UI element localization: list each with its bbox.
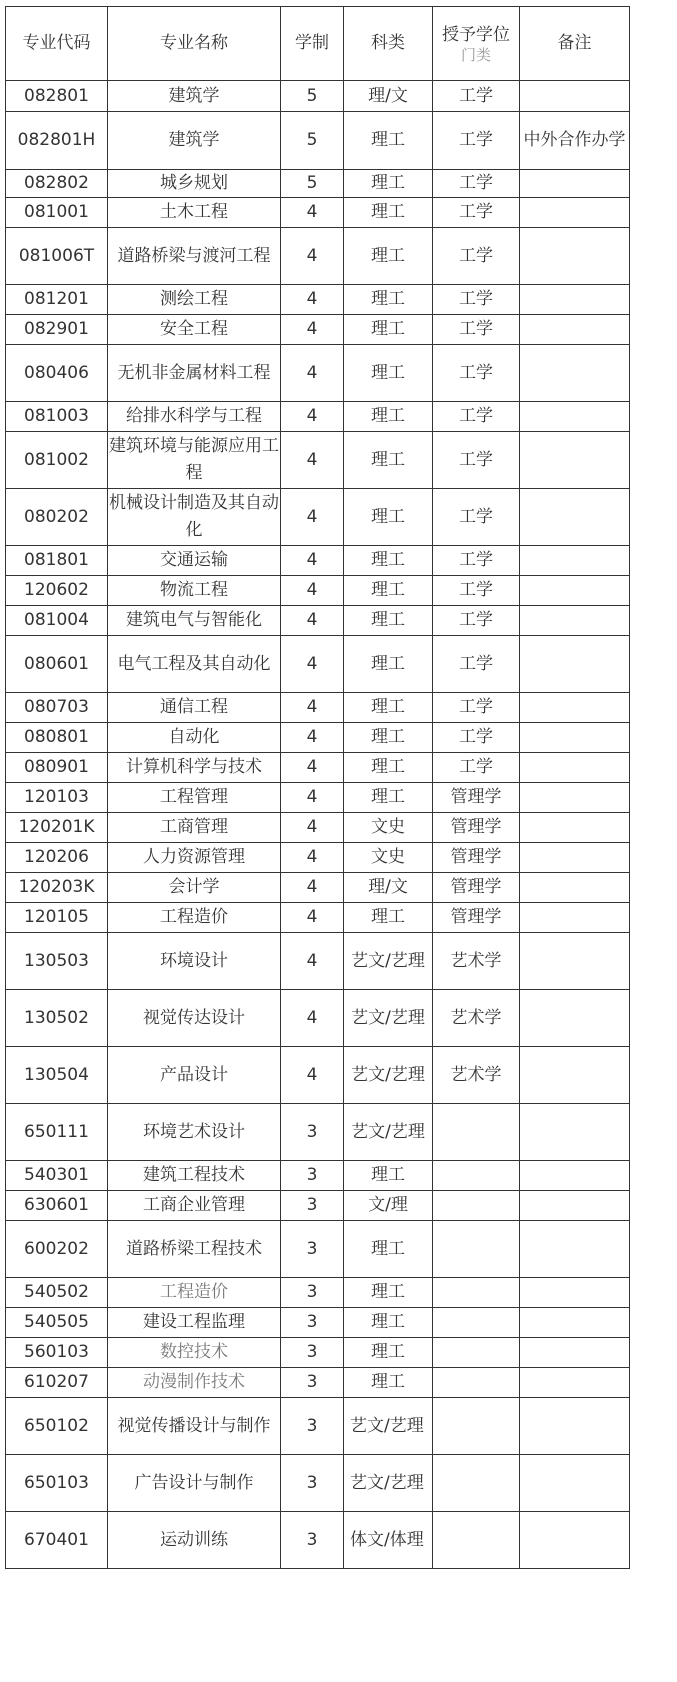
header-degree-label: 授予学位 — [442, 24, 510, 45]
table-row — [6, 345, 630, 402]
cell-name: 测绘工程 — [108, 285, 281, 315]
cell-length: 4 — [281, 198, 344, 228]
cell-degree: 工学 — [433, 345, 520, 402]
cell-code: 560103 — [6, 1338, 108, 1368]
cell-category: 理工 — [344, 903, 433, 933]
cell-degree: 工学 — [433, 315, 520, 345]
cell-category: 文史 — [344, 843, 433, 873]
table-row — [6, 1455, 630, 1512]
cell-note — [520, 1047, 630, 1104]
cell-note — [520, 723, 630, 753]
cell-category: 理工 — [344, 693, 433, 723]
cell-length: 3 — [281, 1191, 344, 1221]
cell-length: 4 — [281, 345, 344, 402]
table-row — [6, 546, 630, 576]
cell-degree: 工学 — [433, 576, 520, 606]
cell-note — [520, 606, 630, 636]
cell-degree: 艺术学 — [433, 1047, 520, 1104]
cell-code: 540301 — [6, 1161, 108, 1191]
header-code: 专业代码 — [6, 7, 108, 81]
cell-length: 4 — [281, 228, 344, 285]
cell-category: 理工 — [344, 315, 433, 345]
table-row — [6, 843, 630, 873]
cell-code: 610207 — [6, 1368, 108, 1398]
cell-code: 081004 — [6, 606, 108, 636]
table-row — [6, 1191, 630, 1221]
cell-length: 3 — [281, 1338, 344, 1368]
table-row — [6, 198, 630, 228]
table-row — [6, 1398, 630, 1455]
header-degree-sub: 门类 — [460, 45, 491, 64]
cell-length: 3 — [281, 1278, 344, 1308]
cell-length: 4 — [281, 432, 344, 489]
cell-degree: 管理学 — [433, 783, 520, 813]
table-row — [6, 693, 630, 723]
table-row — [6, 576, 630, 606]
cell-name: 计算机科学与技术 — [108, 753, 281, 783]
cell-category: 理工 — [344, 402, 433, 432]
cell-degree: 管理学 — [433, 903, 520, 933]
cell-name: 环境艺术设计 — [108, 1104, 281, 1161]
cell-category: 理工 — [344, 546, 433, 576]
cell-category: 理工 — [344, 1308, 433, 1338]
cell-code: 082901 — [6, 315, 108, 345]
cell-length: 4 — [281, 546, 344, 576]
cell-note — [520, 1161, 630, 1191]
cell-code: 080703 — [6, 693, 108, 723]
cell-code: 130502 — [6, 990, 108, 1047]
cell-code: 130503 — [6, 933, 108, 990]
cell-length: 3 — [281, 1455, 344, 1512]
table-row — [6, 170, 630, 198]
cell-name: 建筑电气与智能化 — [108, 606, 281, 636]
cell-code: 600202 — [6, 1221, 108, 1278]
cell-length: 5 — [281, 170, 344, 198]
cell-code: 130504 — [6, 1047, 108, 1104]
cell-length: 4 — [281, 783, 344, 813]
cell-name: 安全工程 — [108, 315, 281, 345]
cell-category: 理工 — [344, 1221, 433, 1278]
cell-category: 体文/体理 — [344, 1512, 433, 1569]
cell-category: 艺文/艺理 — [344, 933, 433, 990]
cell-category: 理工 — [344, 432, 433, 489]
cell-note — [520, 843, 630, 873]
table-row — [6, 489, 630, 546]
cell-name: 道路桥梁与渡河工程 — [108, 228, 281, 285]
cell-code: 082802 — [6, 170, 108, 198]
cell-name: 工程造价 — [108, 903, 281, 933]
cell-name: 建筑学 — [108, 112, 281, 170]
cell-degree — [433, 1278, 520, 1308]
cell-note — [520, 546, 630, 576]
cell-degree: 管理学 — [433, 843, 520, 873]
cell-name: 工程管理 — [108, 783, 281, 813]
cell-category: 理工 — [344, 170, 433, 198]
cell-note — [520, 198, 630, 228]
cell-category: 理工 — [344, 1278, 433, 1308]
cell-code: 540502 — [6, 1278, 108, 1308]
cell-code: 120103 — [6, 783, 108, 813]
cell-name: 环境设计 — [108, 933, 281, 990]
cell-degree: 工学 — [433, 432, 520, 489]
table-row — [6, 432, 630, 489]
cell-code: 082801H — [6, 112, 108, 170]
cell-length: 5 — [281, 81, 344, 112]
cell-note — [520, 432, 630, 489]
cell-name: 建筑工程技术 — [108, 1161, 281, 1191]
cell-degree: 工学 — [433, 636, 520, 693]
cell-category: 艺文/艺理 — [344, 1455, 433, 1512]
cell-note — [520, 1308, 630, 1338]
table-row — [6, 873, 630, 903]
cell-note — [520, 1455, 630, 1512]
cell-name: 运动训练 — [108, 1512, 281, 1569]
cell-length: 3 — [281, 1398, 344, 1455]
cell-degree — [433, 1455, 520, 1512]
table-row — [6, 636, 630, 693]
cell-code: 080202 — [6, 489, 108, 546]
cell-category: 理工 — [344, 1161, 433, 1191]
cell-length: 3 — [281, 1512, 344, 1569]
cell-name: 人力资源管理 — [108, 843, 281, 873]
cell-note — [520, 402, 630, 432]
header-note: 备注 — [520, 7, 630, 81]
cell-name: 建筑环境与能源应用工程 — [108, 432, 281, 489]
cell-length: 4 — [281, 606, 344, 636]
table-row — [6, 285, 630, 315]
table-row — [6, 813, 630, 843]
table-row — [6, 606, 630, 636]
cell-note — [520, 315, 630, 345]
cell-degree — [433, 1221, 520, 1278]
cell-name: 无机非金属材料工程 — [108, 345, 281, 402]
cell-category: 艺文/艺理 — [344, 990, 433, 1047]
cell-length: 4 — [281, 723, 344, 753]
cell-name: 自动化 — [108, 723, 281, 753]
cell-code: 081002 — [6, 432, 108, 489]
cell-length: 4 — [281, 813, 344, 843]
table-row — [6, 228, 630, 285]
cell-name: 土木工程 — [108, 198, 281, 228]
cell-category: 理工 — [344, 606, 433, 636]
header-length: 学制 — [281, 7, 344, 81]
cell-code: 081001 — [6, 198, 108, 228]
table-row — [6, 903, 630, 933]
cell-note — [520, 783, 630, 813]
table-body — [6, 81, 630, 1569]
cell-degree: 工学 — [433, 170, 520, 198]
cell-length: 4 — [281, 873, 344, 903]
cell-degree — [433, 1308, 520, 1338]
cell-category: 理工 — [344, 723, 433, 753]
header-name: 专业名称 — [108, 7, 281, 81]
cell-code: 081801 — [6, 546, 108, 576]
cell-length: 4 — [281, 1047, 344, 1104]
cell-category: 艺文/艺理 — [344, 1047, 433, 1104]
cell-code: 120201K — [6, 813, 108, 843]
table-row — [6, 723, 630, 753]
cell-category: 理工 — [344, 198, 433, 228]
cell-length: 4 — [281, 693, 344, 723]
table-row — [6, 112, 630, 170]
cell-code: 080901 — [6, 753, 108, 783]
cell-name: 电气工程及其自动化 — [108, 636, 281, 693]
cell-note — [520, 1398, 630, 1455]
cell-code: 630601 — [6, 1191, 108, 1221]
cell-note — [520, 345, 630, 402]
cell-category: 理工 — [344, 112, 433, 170]
cell-name: 物流工程 — [108, 576, 281, 606]
table-row — [6, 1104, 630, 1161]
cell-degree: 管理学 — [433, 813, 520, 843]
cell-code: 120602 — [6, 576, 108, 606]
cell-degree: 工学 — [433, 693, 520, 723]
cell-degree: 工学 — [433, 112, 520, 170]
cell-name: 动漫制作技术 — [108, 1368, 281, 1398]
table-row — [6, 990, 630, 1047]
cell-code: 120206 — [6, 843, 108, 873]
cell-name: 产品设计 — [108, 1047, 281, 1104]
cell-code: 120203K — [6, 873, 108, 903]
cell-length: 4 — [281, 636, 344, 693]
cell-name: 给排水科学与工程 — [108, 402, 281, 432]
cell-name: 视觉传达设计 — [108, 990, 281, 1047]
cell-length: 3 — [281, 1161, 344, 1191]
cell-degree: 工学 — [433, 546, 520, 576]
cell-degree: 工学 — [433, 285, 520, 315]
cell-length: 4 — [281, 285, 344, 315]
cell-category: 理工 — [344, 753, 433, 783]
cell-length: 5 — [281, 112, 344, 170]
table-row — [6, 783, 630, 813]
cell-length: 4 — [281, 315, 344, 345]
cell-note — [520, 285, 630, 315]
cell-name: 工程造价 — [108, 1278, 281, 1308]
cell-name: 道路桥梁工程技术 — [108, 1221, 281, 1278]
cell-length: 3 — [281, 1221, 344, 1278]
cell-name: 工商管理 — [108, 813, 281, 843]
cell-note — [520, 813, 630, 843]
table-row — [6, 1512, 630, 1569]
cell-category: 理工 — [344, 636, 433, 693]
cell-name: 视觉传播设计与制作 — [108, 1398, 281, 1455]
header-degree — [433, 7, 520, 81]
cell-category: 理工 — [344, 1368, 433, 1398]
cell-category: 艺文/艺理 — [344, 1104, 433, 1161]
cell-length: 4 — [281, 753, 344, 783]
cell-note — [520, 933, 630, 990]
cell-note: 中外合作办学 — [520, 112, 630, 170]
cell-degree: 工学 — [433, 198, 520, 228]
table-row — [6, 1047, 630, 1104]
cell-degree: 工学 — [433, 228, 520, 285]
cell-name: 建筑学 — [108, 81, 281, 112]
table-row — [6, 1161, 630, 1191]
cell-note — [520, 873, 630, 903]
cell-degree — [433, 1104, 520, 1161]
cell-code: 080406 — [6, 345, 108, 402]
cell-code: 081201 — [6, 285, 108, 315]
cell-degree: 管理学 — [433, 873, 520, 903]
table-row — [6, 933, 630, 990]
cell-category: 理工 — [344, 228, 433, 285]
cell-degree: 艺术学 — [433, 990, 520, 1047]
cell-degree — [433, 1398, 520, 1455]
cell-code: 081003 — [6, 402, 108, 432]
cell-length: 4 — [281, 903, 344, 933]
cell-note — [520, 1512, 630, 1569]
cell-note — [520, 693, 630, 723]
cell-note — [520, 576, 630, 606]
cell-length: 4 — [281, 489, 344, 546]
cell-code: 650103 — [6, 1455, 108, 1512]
cell-note — [520, 228, 630, 285]
table-row — [6, 402, 630, 432]
cell-code: 080601 — [6, 636, 108, 693]
table-row — [6, 81, 630, 112]
cell-category: 理/文 — [344, 873, 433, 903]
cell-degree — [433, 1338, 520, 1368]
cell-length: 4 — [281, 402, 344, 432]
cell-code: 650111 — [6, 1104, 108, 1161]
cell-name: 会计学 — [108, 873, 281, 903]
cell-note — [520, 1104, 630, 1161]
cell-category: 理工 — [344, 489, 433, 546]
cell-category: 理工 — [344, 285, 433, 315]
cell-note — [520, 489, 630, 546]
cell-name: 机械设计制造及其自动化 — [108, 489, 281, 546]
cell-name: 广告设计与制作 — [108, 1455, 281, 1512]
cell-degree: 工学 — [433, 753, 520, 783]
cell-code: 120105 — [6, 903, 108, 933]
cell-length: 4 — [281, 990, 344, 1047]
cell-category: 理工 — [344, 1338, 433, 1368]
table-row — [6, 1368, 630, 1398]
cell-length: 3 — [281, 1368, 344, 1398]
table-row — [6, 1338, 630, 1368]
cell-degree — [433, 1368, 520, 1398]
cell-code: 670401 — [6, 1512, 108, 1569]
cell-category: 文史 — [344, 813, 433, 843]
table-row — [6, 315, 630, 345]
cell-length: 4 — [281, 933, 344, 990]
cell-degree: 工学 — [433, 81, 520, 112]
table-row — [6, 753, 630, 783]
cell-note — [520, 1338, 630, 1368]
cell-note — [520, 1278, 630, 1308]
cell-note — [520, 170, 630, 198]
cell-note — [520, 1368, 630, 1398]
cell-degree — [433, 1191, 520, 1221]
cell-category: 理工 — [344, 576, 433, 606]
cell-length: 4 — [281, 843, 344, 873]
cell-name: 交通运输 — [108, 546, 281, 576]
cell-name: 通信工程 — [108, 693, 281, 723]
cell-note — [520, 990, 630, 1047]
cell-degree — [433, 1512, 520, 1569]
table-row — [6, 1221, 630, 1278]
cell-note — [520, 81, 630, 112]
header-row — [6, 7, 630, 81]
cell-length: 4 — [281, 576, 344, 606]
majors-table — [5, 6, 630, 1569]
cell-category: 文/理 — [344, 1191, 433, 1221]
cell-name: 数控技术 — [108, 1338, 281, 1368]
header-category: 科类 — [344, 7, 433, 81]
cell-degree — [433, 1161, 520, 1191]
cell-code: 080801 — [6, 723, 108, 753]
cell-category: 艺文/艺理 — [344, 1398, 433, 1455]
cell-note — [520, 1191, 630, 1221]
cell-note — [520, 753, 630, 783]
cell-category: 理工 — [344, 345, 433, 402]
cell-degree: 工学 — [433, 723, 520, 753]
table-row — [6, 1308, 630, 1338]
cell-category: 理工 — [344, 783, 433, 813]
cell-degree: 艺术学 — [433, 933, 520, 990]
cell-note — [520, 903, 630, 933]
cell-length: 3 — [281, 1308, 344, 1338]
cell-degree: 工学 — [433, 606, 520, 636]
cell-note — [520, 1221, 630, 1278]
cell-length: 3 — [281, 1104, 344, 1161]
cell-code: 540505 — [6, 1308, 108, 1338]
cell-code: 082801 — [6, 81, 108, 112]
cell-name: 工商企业管理 — [108, 1191, 281, 1221]
cell-category: 理/文 — [344, 81, 433, 112]
cell-note — [520, 636, 630, 693]
cell-code: 081006T — [6, 228, 108, 285]
cell-code: 650102 — [6, 1398, 108, 1455]
cell-name: 建设工程监理 — [108, 1308, 281, 1338]
cell-name: 城乡规划 — [108, 170, 281, 198]
cell-degree: 工学 — [433, 489, 520, 546]
table-row — [6, 1278, 630, 1308]
cell-degree: 工学 — [433, 402, 520, 432]
